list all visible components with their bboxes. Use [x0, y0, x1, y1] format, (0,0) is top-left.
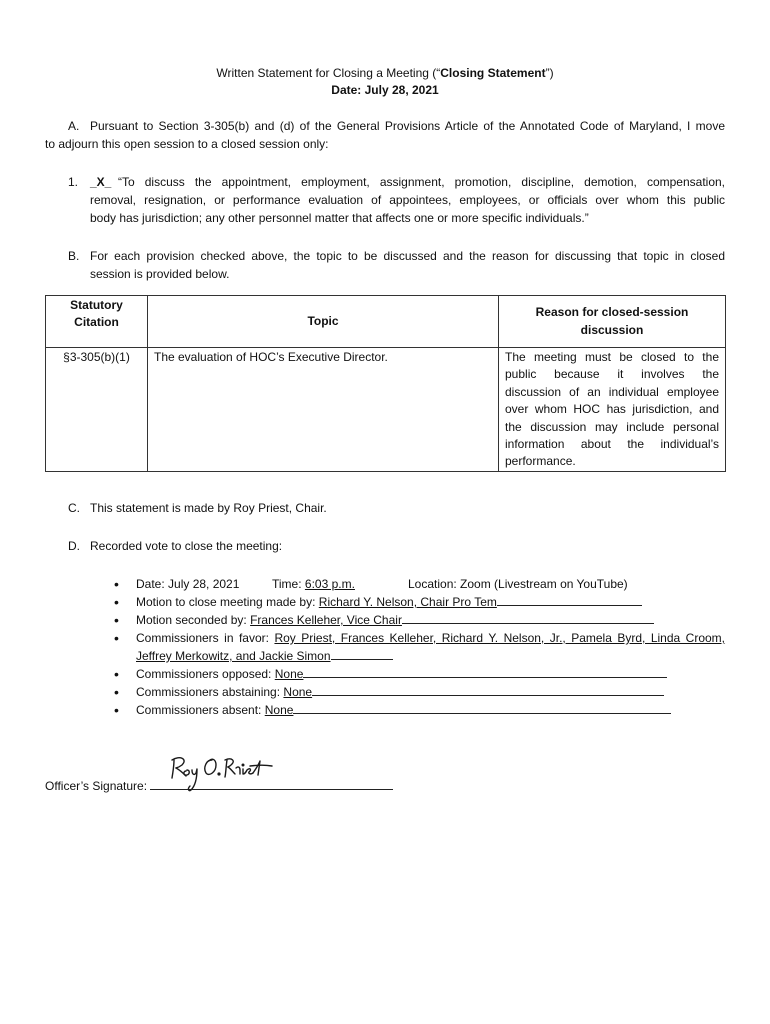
- item-1-number: 1.: [68, 175, 79, 189]
- item-1-line3: body has jurisdiction; any other personnel matter that affects one or more specific individuals.”: [90, 211, 589, 225]
- signature-label: Officer’s Signature:: [45, 779, 148, 793]
- section-d-marker: D.: [68, 539, 80, 553]
- vote-time: Time: 6:03 p.m.: [272, 577, 355, 591]
- bullet-icon: •: [114, 594, 119, 610]
- header-statutory-citation: Statutory Citation: [46, 296, 148, 348]
- bullet-icon: •: [114, 576, 119, 592]
- section-c-marker: C.: [68, 501, 80, 515]
- vote-date: Date: July 28, 2021: [136, 577, 240, 591]
- vote-location: Location: Zoom (Livestream on YouTube): [408, 577, 628, 591]
- bullet-icon: •: [114, 666, 119, 682]
- closed-session-table: [45, 295, 726, 472]
- cell-topic: The evaluation of HOC’s Executive Director.: [148, 348, 499, 472]
- table-row: [46, 348, 726, 472]
- cell-citation: §3-305(b)(1): [46, 348, 148, 472]
- vote-absent: Commissioners absent: None: [136, 701, 671, 719]
- vote-seconded: Motion seconded by: Frances Kelleher, Vice Chair: [136, 611, 654, 629]
- header-reason: Reason for closed-session discussion: [499, 296, 726, 348]
- table-header-row: [46, 296, 726, 348]
- document-date: Date: July 28, 2021: [331, 83, 439, 97]
- bullet-icon: •: [114, 630, 119, 646]
- vote-abstaining: Commissioners abstaining: None: [136, 683, 664, 701]
- bullet-icon: •: [114, 612, 119, 628]
- section-a-line1: Pursuant to Section 3-305(b) and (d) of the General Provisions Article of the Annotated Code of Maryland, I move: [90, 119, 725, 133]
- vote-motion: Motion to close meeting made by: Richard Y. Nelson, Chair Pro Tem: [136, 593, 642, 611]
- cell-reason: The meeting must be closed to the public because it involves the discussion of an individual employee over whom HOC has jurisdiction, and the discussion may include personal information about the individual’s performance.: [499, 348, 726, 472]
- title-bold: Closing Statement: [440, 66, 546, 80]
- header-topic: Topic: [148, 296, 499, 348]
- section-b-line1: For each provision checked above, the topic to be discussed and the reason for discussing that topic in closed: [90, 249, 725, 263]
- section-a-marker: A.: [68, 119, 80, 133]
- section-c-text: This statement is made by Roy Priest, Chair.: [90, 501, 327, 515]
- bullet-icon: •: [114, 684, 119, 700]
- section-b-marker: B.: [68, 249, 80, 263]
- item-1-line1: “To discuss the appointment, employment, assignment, promotion, discipline, demotion, compensation,: [118, 175, 725, 189]
- item-1-line2: removal, resignation, or performance evaluation of appointees, employees, or officials over whom this public: [90, 193, 725, 207]
- section-b-line2: session is provided below.: [90, 267, 230, 281]
- handwritten-signature: [168, 752, 278, 794]
- vote-favor-line1: Commissioners in favor: Roy Priest, Frances Kelleher, Richard Y. Nelson, Jr., Pamela Byrd, Linda Croom,: [136, 631, 726, 645]
- vote-favor-line2: Jeffrey Merkowitz, and Jackie Simon: [136, 647, 393, 665]
- item-1-checkmark: _X_: [90, 175, 112, 189]
- section-a-line2: to adjourn this open session to a closed session only:: [45, 137, 329, 151]
- bullet-icon: •: [114, 702, 119, 718]
- section-d-text: Recorded vote to close the meeting:: [90, 539, 283, 553]
- document-title: Written Statement for Closing a Meeting (“Closing Statement”): [216, 66, 554, 80]
- vote-opposed: Commissioners opposed: None: [136, 665, 667, 683]
